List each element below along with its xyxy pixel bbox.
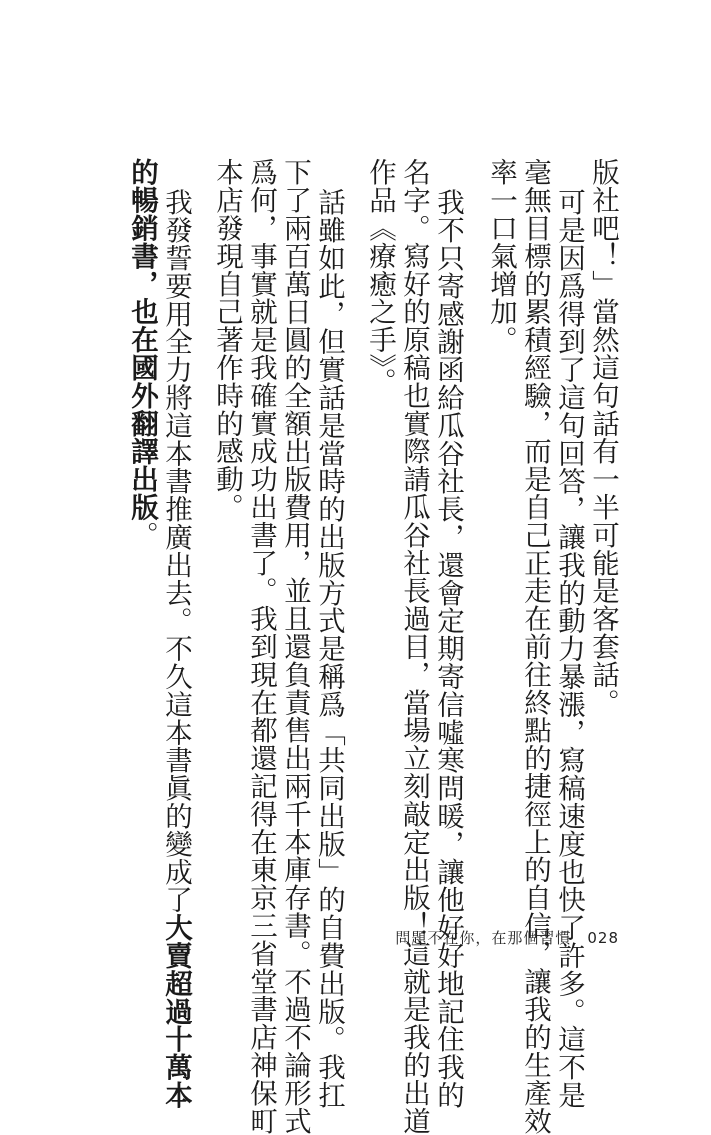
page-footer xyxy=(395,927,619,948)
text-column-4: 率一口氣增加。 xyxy=(485,158,517,354)
text-column-10: 爲何，事實就是我確實成功出書了。我到現在都還記得在東京三省堂書店神保町 xyxy=(245,158,277,1135)
text-column-9: 下了兩百萬日圓的全額出版費用，並且還負責售出兩千本庫存書。不過不論形式 xyxy=(279,158,311,1135)
text-column-5: 我不只寄感謝函給瓜谷社長，還會定期寄信噓寒問暖，讓他好好地記住我的 xyxy=(432,188,464,1109)
column-12-normal: 我發誓要用全力將這本書推廣出去。不久這本書眞的變成了 xyxy=(160,188,192,914)
text-column-3: 毫無目標的累積經驗，而是自己正走在前往終點的捷徑上的自信，讓我的生產效 xyxy=(519,158,551,1135)
text-column-6: 名字。寫好的原稿也實際請瓜谷社長過目，當場立刻敲定出版！這就是我的出道 xyxy=(398,158,430,1135)
text-column-12 xyxy=(159,158,191,1109)
column-12-bold: 大賣超過十萬本 xyxy=(160,913,192,1109)
page-number: 028 xyxy=(587,928,619,947)
text-column-1: 版社吧！」當然這句話有一半可能是客套話。 xyxy=(587,158,619,716)
text-column-11: 本店發現自己著作時的感動。 xyxy=(211,158,243,521)
column-13-bold: 的暢銷書，也在國外翻譯出版 xyxy=(126,158,158,521)
text-column-7: 作品《療癒之手》。 xyxy=(364,158,396,396)
running-title: 問題不在你，在那個習慣 xyxy=(395,929,572,947)
text-column-2: 可是因爲得到了這句回答，讓我的動力暴漲，寫稿速度也快了許多。這不是 xyxy=(553,188,585,1109)
column-13-normal: 。 xyxy=(126,520,158,549)
text-column-8: 話雖如此，但實話是當時的出版方式是稱爲「共同出版」的自費出版。我扛 xyxy=(313,188,345,1109)
text-column-13 xyxy=(125,158,157,549)
